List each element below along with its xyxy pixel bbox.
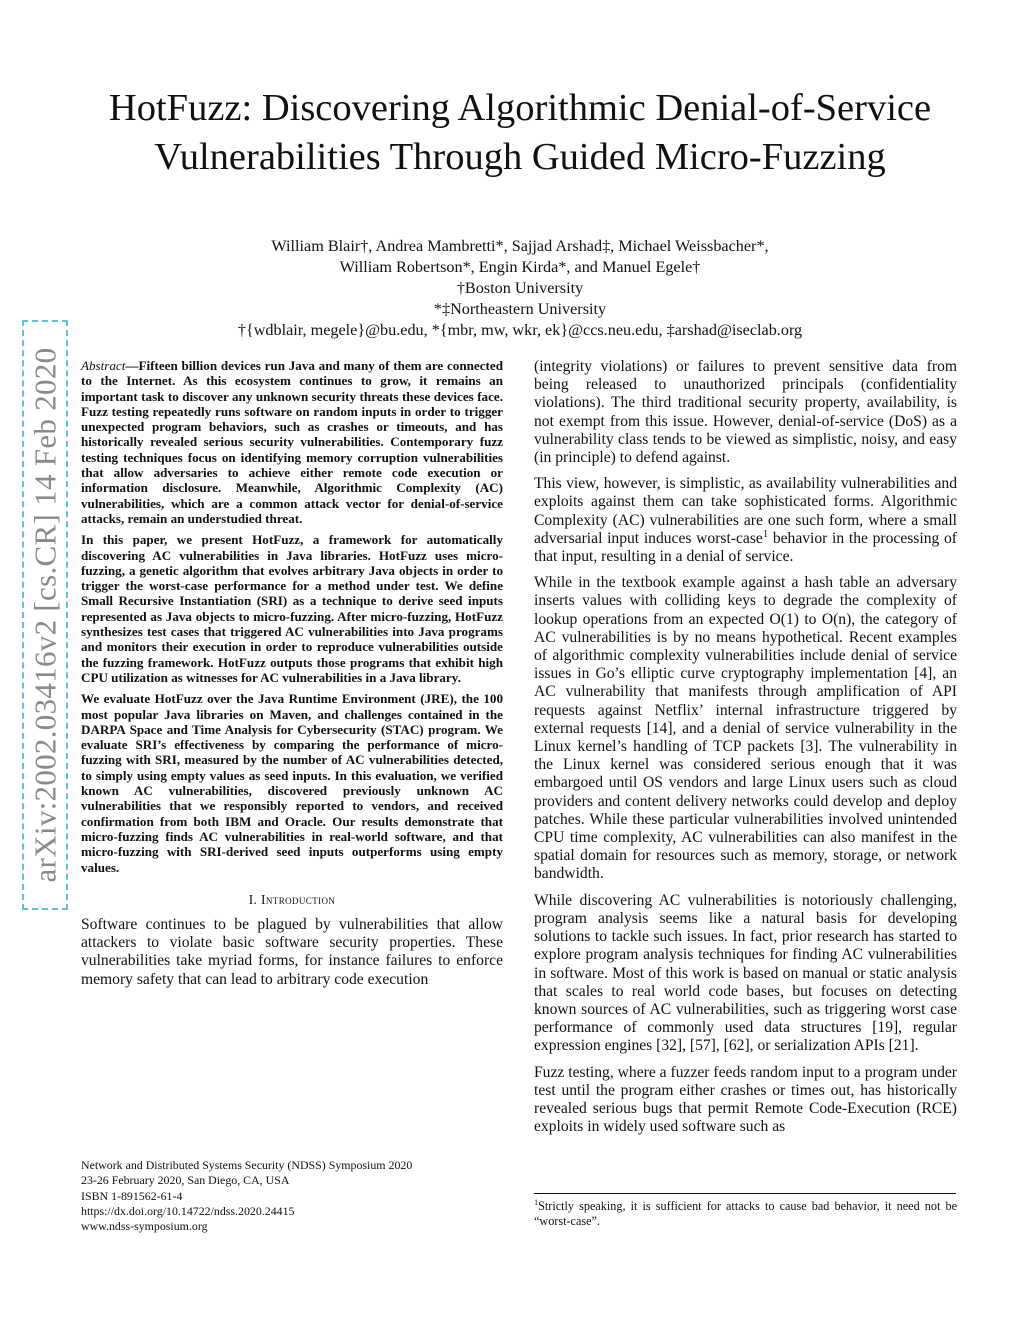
intro-paragraph-5: Fuzz testing, where a fuzzer feeds random input to a program under test until the program either crashes or times out, has historically revealed serious bugs that permit Remote Code-Execution (RCE) exploits in widely used software such as [534, 1063, 957, 1136]
intro-paragraph-2-a: This view, however, is simplistic, as availability vulnerabilities and exploits against them can take sophisticated forms. Algorithmic Complexity (AC) vulnerabilities are one such form, where a small adversarial input induces worst-case [534, 475, 957, 547]
footnote-text: Strictly speaking, it is sufficient for attacks to cause bad behavior, it need not be “worst-case”. [534, 1199, 957, 1228]
conference-footer [81, 1158, 412, 1234]
abstract-text-1: —Fifteen billion devices run Java and many of them are connected to the Internet. As this ecosystem continues to grow, it remains an important task to discover any unknown security threats these devices face. Fuzz testing repeatedly runs software on random inputs in order to trigger unexpected program behaviors, such as crashes or timeouts, and has historically revealed serious security vulnerabilities. Contemporary fuzz testing techniques focus on identifying memory corruption vulnerabilities that allow adversaries to achieve either remote code execution or information disclosure. Meanwhile, Algorithmic Complexity (AC) vulnerabilities, which are a common attack vector for denial-of-service attacks, remain an understudied threat. [81, 358, 503, 526]
right-column [534, 358, 957, 1144]
abstract-paragraph-3: We evaluate HotFuzz over the Java Runtime Environment (JRE), the 100 most popular Java libraries on Maven, and challenges contained in the DARPA Space and Time Analysis for Cybersecurity (STAC) program. We evaluate SRI’s effectiveness by comparing the performance of micro-fuzzing with SRI, measured by the number of AC vulnerabilities detected, to simply using empty values as seed inputs. In this evaluation, we verified known AC vulnerabilities, discovered previously unknown AC vulnerabilities that we responsibly reported to vendors, and received confirmation from both IBM and Oracle. Our results demonstrate that micro-fuzzing finds AC vulnerabilities in real-world software, and that micro-fuzzing with SRI-derived seed inputs outperforms using empty values. [81, 691, 503, 875]
author-line-2: William Robertson*, Engin Kirda*, and Manuel Egele† [339, 258, 701, 276]
footnote-marker: 1 [762, 528, 769, 540]
intro-paragraph-3: While in the textbook example against a hash table an adversary inserts values with colliding keys to degrade the complexity of lookup operations from an expected O(1) to O(n), the category of AC vulnerabilities is by no means hypothetical. Recent examples of algorithmic complexity vulnerabilities include denial of service issues in Go’s elliptic curve cryptography implementation [4], an AC vulnerability that manifests through amplification of API requests against Netflix’ internal infrastructure triggered by external requests [14], and a denial of service vulnerability in the Linux kernel’s handling of TCP packets [3]. The vulnerability in the Linux kernel was considered serious enough that it was embargoed until OS vendors and large Linux users such as cloud providers and content delivery networks could develop and deploy patches. While these particular vulnerabilities involved unintended CPU time complexity, AC vulnerabilities can also manifest in the spatial domain for resources such as memory, storage, or network bandwidth. [534, 574, 957, 883]
intro-paragraph-2 [534, 475, 957, 566]
affiliation-1: †Boston University [456, 279, 584, 297]
section-heading: I. Introduction [248, 891, 336, 907]
footer-line-1: Network and Distributed Systems Security (NDSS) Symposium 2020 [81, 1158, 413, 1172]
intro-paragraph-1-continued: (integrity violations) or failures to prevent sensitive data from being released to unauthorized principals (confidentiality violations). The third traditional security property, availability, is not exempt from this issue. However, denial-of-service (DoS) as a vulnerability class tends to be viewed as simplistic, noisy, and easy (in principle) to defend against. [534, 358, 957, 467]
abstract-paragraph-2: In this paper, we present HotFuzz, a framework for automatically discovering AC vulnerabilities in Java libraries. HotFuzz uses micro-fuzzing, a genetic algorithm that evolves arbitrary Java objects in order to trigger the worst-case performance for a method under test. We define Small Recursive Instantiation (SRI) as a technique to derive seed inputs represented as Java objects to micro-fuzzing. After micro-fuzzing, HotFuzz synthesizes test cases that triggered AC vulnerabilities into Java programs and monitors their execution in order to reproduce vulnerabilities outside the fuzzing framework. HotFuzz outputs those programs that exhibit high CPU utilization as witnesses for AC vulnerabilities in a Java library. [81, 532, 503, 685]
abstract-paragraph-1 [81, 358, 503, 526]
author-emails: †{wdblair, megele}@bu.edu, *{mbr, mw, wkr, ek}@ccs.neu.edu, ‡arshad@iseclab.org [237, 321, 803, 339]
title-line-1: HotFuzz: Discovering Algorithmic Denial-of-Service [108, 87, 932, 129]
intro-paragraph-2-b: behavior in the processing of that input, resulting in a denial of service. [534, 529, 957, 566]
title-line-2: Vulnerabilities Through Guided Micro-Fuzzing [154, 136, 886, 178]
arxiv-stamp-text: arXiv:2002.03416v2 [cs.CR] 14 Feb 2020 [27, 347, 63, 883]
footer-website-link[interactable]: www.ndss-symposium.org [81, 1219, 208, 1234]
arxiv-stamp [22, 320, 68, 910]
footnote [534, 1199, 957, 1228]
paper-title [70, 84, 970, 182]
footer-line-3: ISBN 1-891562-61-4 [81, 1188, 183, 1203]
footer-line-2: 23-26 February 2020, San Diego, CA, USA [81, 1173, 290, 1188]
author-line-1: William Blair†, Andrea Mambretti*, Sajjad Arshad‡, Michael Weissbacher*, [271, 237, 769, 255]
footnote-divider [534, 1193, 956, 1194]
footnote-number: 1 [534, 1197, 539, 1207]
abstract [81, 358, 503, 875]
author-block [120, 236, 920, 341]
affiliation-2: *‡Northeastern University [433, 300, 607, 318]
intro-paragraph-1: Software continues to be plagued by vulnerabilities that allow attackers to violate basic software security properties. These vulnerabilities take myriad forms, for instance failures to enforce memory safety that can lead to arbitrary code execution [81, 916, 503, 988]
abstract-label: Abstract [81, 358, 126, 373]
intro-paragraph-4: While discovering AC vulnerabilities is notoriously challenging, program analysis seems like a natural basis for developing solutions to tackle such issues. In fact, prior research has started to explore program analysis techniques for finding AC vulnerabilities in software. Most of this work is based on manual or static analysis that scales to real world code bases, but focuses on detecting known sources of AC vulnerabilities, such as triggering worst case performance of commonly used data structures [19], regular expression engines [32], [57], [62], or serialization APIs [21]. [534, 891, 957, 1055]
left-column [81, 358, 503, 997]
footer-doi-link[interactable]: https://dx.doi.org/10.14722/ndss.2020.24415 [81, 1203, 295, 1218]
